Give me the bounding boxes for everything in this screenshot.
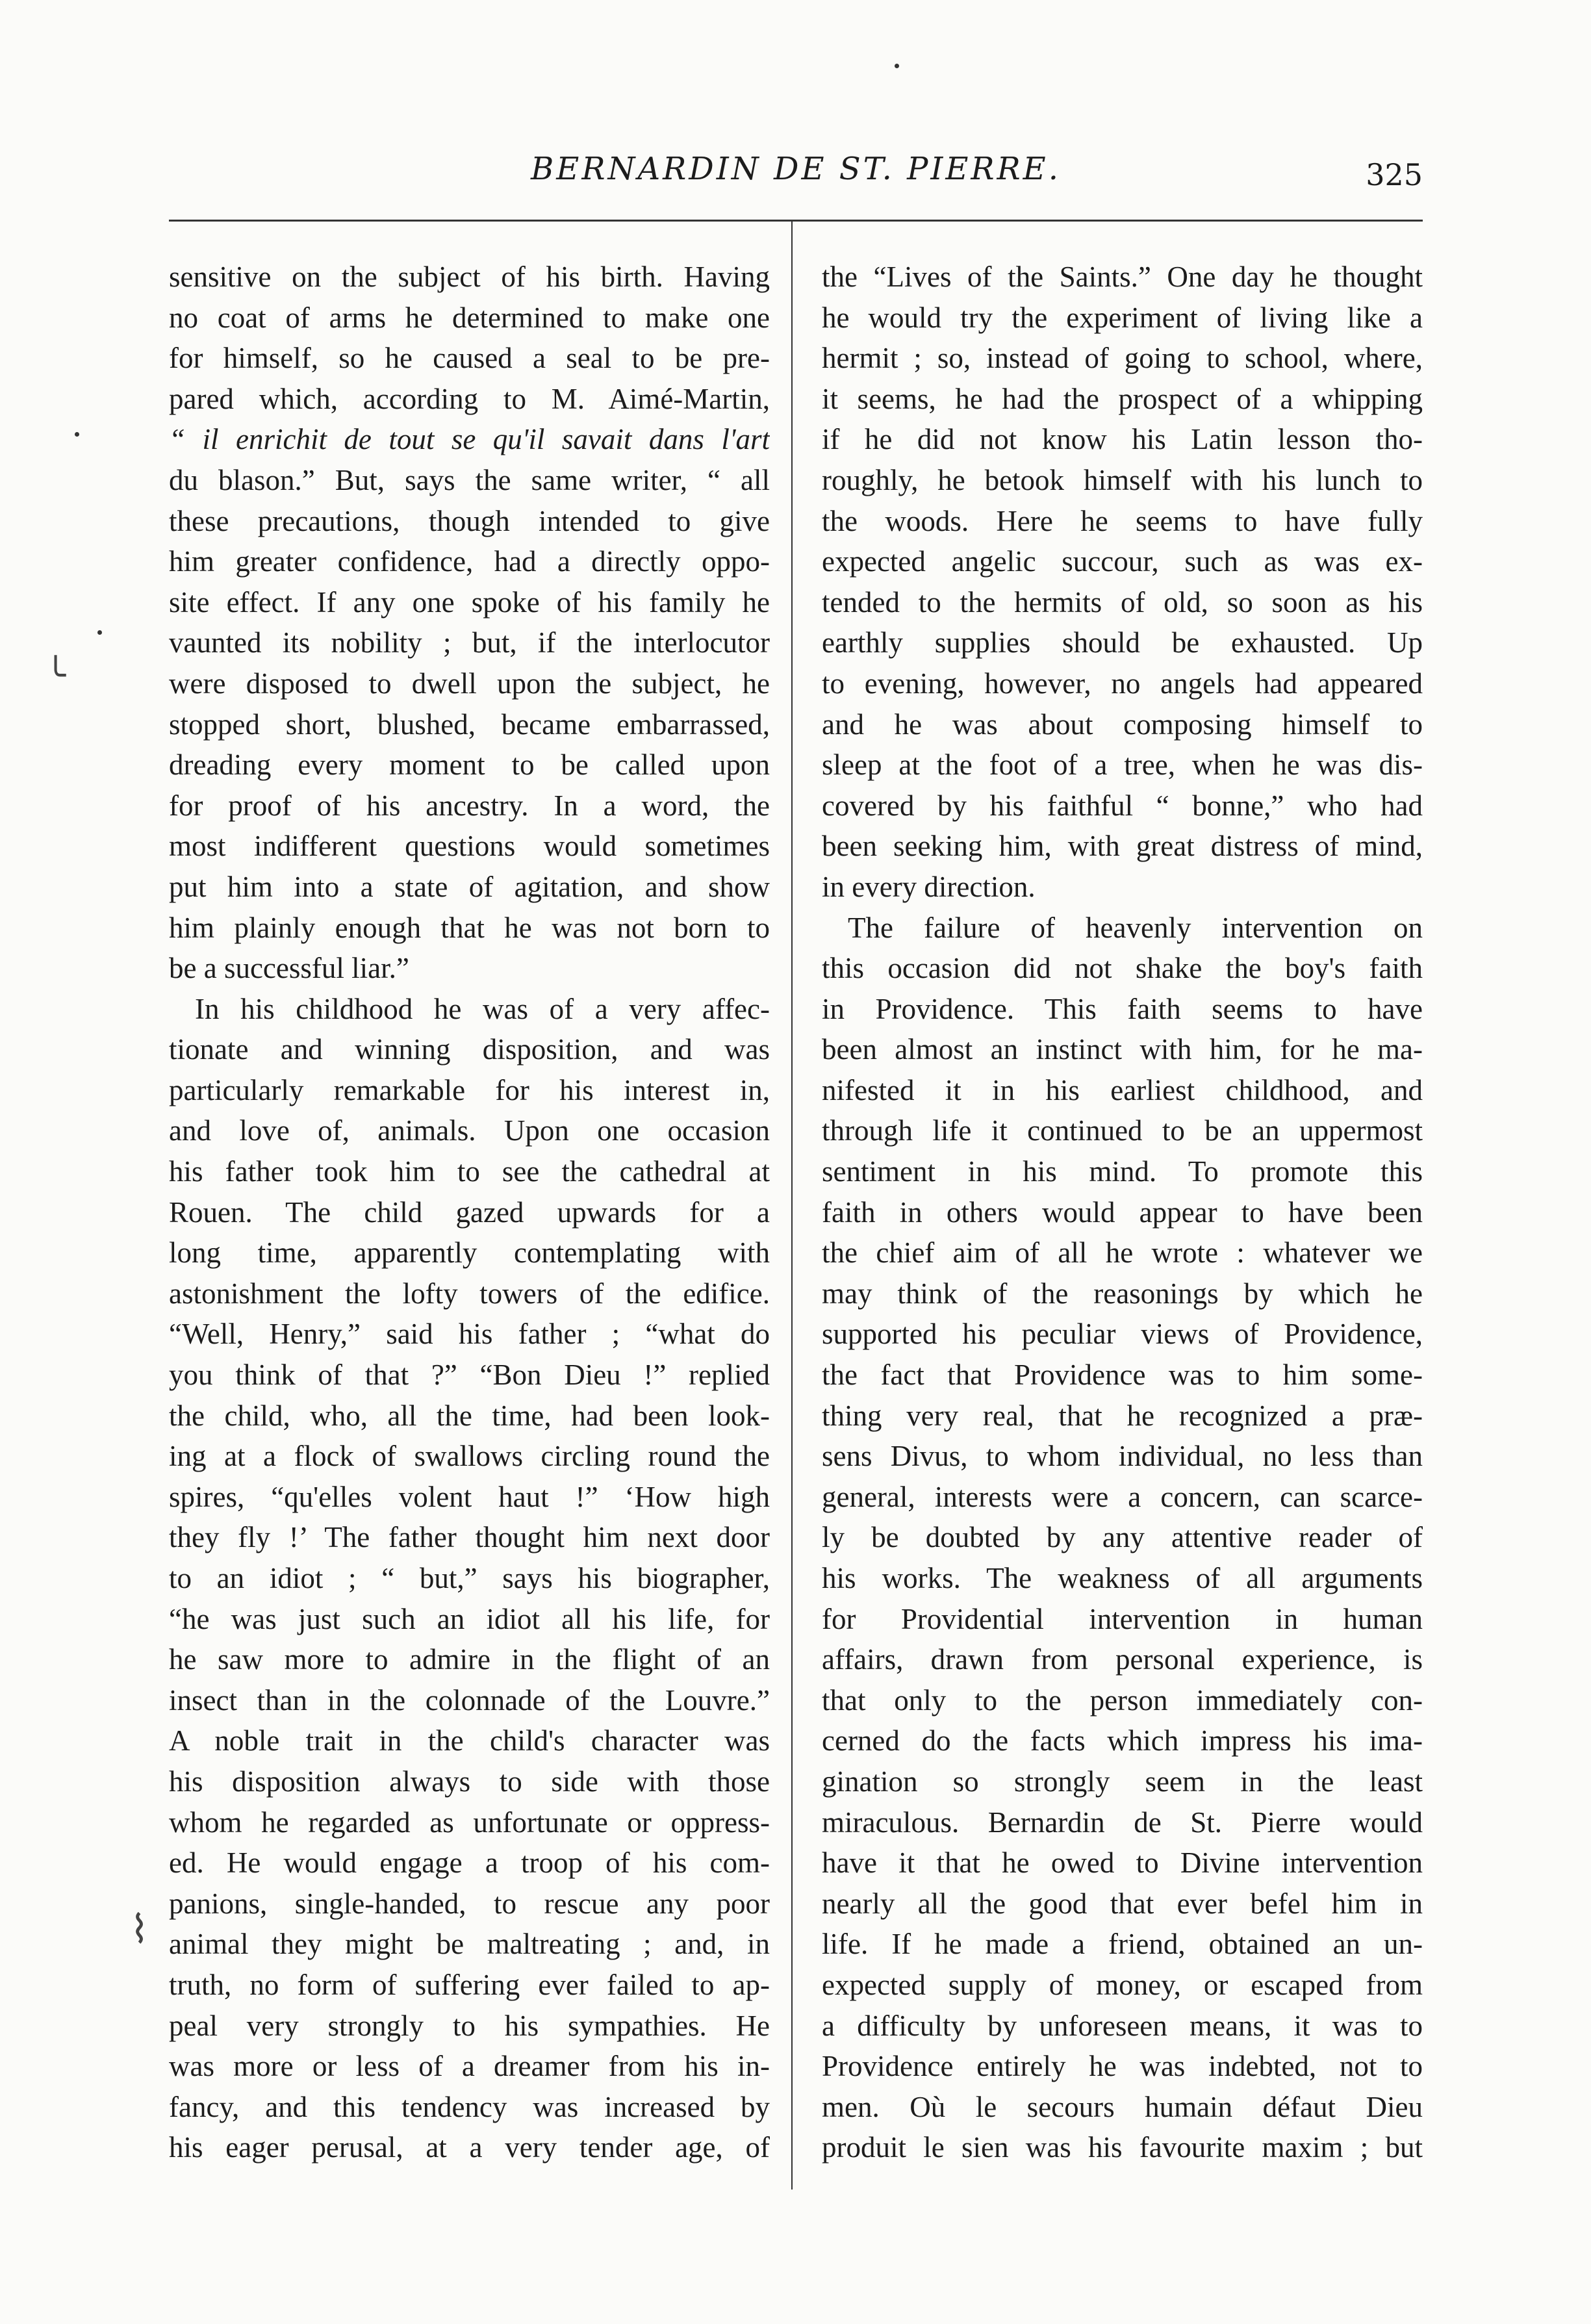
text-line: dreading every moment to be called upon: [169, 748, 770, 782]
text-line: roughly, he betook himself with his lunch to: [822, 463, 1423, 496]
text-line: ed. He would engage a troop of his com-: [169, 1846, 770, 1880]
text-line: In his childhood he was of a very affec-: [195, 992, 770, 1025]
text-line: Rouen. The child gazed upwards for a: [169, 1195, 770, 1229]
text-line: for proof of his ancestry. In a word, the: [169, 789, 770, 822]
text-line: the fact that Providence was to him some-: [822, 1359, 1423, 1392]
text-line: gination so strongly seem in the least: [822, 1765, 1423, 1798]
text-line: affairs, drawn from personal experience, is: [822, 1643, 1423, 1676]
text-line: him greater confidence, had a directly oppo-: [169, 545, 770, 578]
text-line: ing at a flock of swallows circling round the: [169, 1440, 770, 1473]
text-line: put him into a state of agitation, and show: [169, 870, 770, 903]
text-line: through life it continued to be an uppermost: [822, 1114, 1423, 1147]
text-line: produit le sien was his favourite maxim ; but: [822, 2131, 1423, 2164]
text-line: they fly !’ The father thought him next door: [169, 1521, 770, 1554]
text-line: in Providence. This faith seems to have: [822, 992, 1423, 1025]
margin-speck: [75, 432, 79, 437]
text-line: been seeking him, with great distress of mind,: [822, 830, 1423, 863]
text-line: been almost an instinct with him, for he ma-: [822, 1033, 1423, 1066]
text-line: if he did not know his Latin lesson tho-: [822, 423, 1423, 456]
text-line: “ il enrichit de tout se qu'il savait dans l'art: [169, 423, 770, 456]
text-line: tended to the hermits of old, so soon as his: [822, 585, 1423, 619]
text-line: these precautions, though intended to give: [169, 504, 770, 537]
text-line: and he was about composing himself to: [822, 708, 1423, 741]
text-column-left: [169, 257, 770, 2168]
text-line: truth, no form of suffering ever failed to ap-: [169, 1968, 770, 2001]
running-title: BERNARDIN DE ST. PIERRE.: [531, 151, 1061, 187]
text-line: his eager perusal, at a very tender age, of: [169, 2131, 770, 2164]
text-line: insect than in the colonnade of the Louvre.”: [169, 1683, 770, 1717]
text-line: in every direction.: [822, 870, 1036, 903]
text-column-right: [822, 257, 1423, 2168]
text-line: the woods. Here he seems to have fully: [822, 504, 1423, 537]
text-line: nifested it in his earliest childhood, and: [822, 1073, 1423, 1106]
text-line: most indifferent questions would sometimes: [169, 830, 770, 863]
text-line: for Providential intervention in human: [822, 1602, 1423, 1635]
column-rule: [791, 221, 793, 2190]
text-line: long time, apparently contemplating with: [169, 1236, 770, 1270]
text-line: his works. The weakness of all arguments: [822, 1562, 1423, 1594]
text-line: thing very real, that he recognized a præ-: [822, 1399, 1423, 1432]
text-line: particularly remarkable for his interest in,: [169, 1073, 770, 1106]
text-line: that only to the person immediately con-: [822, 1683, 1423, 1717]
text-line: tionate and winning disposition, and was: [169, 1033, 770, 1066]
text-line: his father took him to see the cathedral at: [169, 1155, 770, 1188]
text-line: his disposition always to side with those: [169, 1765, 770, 1798]
text-line: cerned do the facts which impress his ima-: [822, 1724, 1423, 1757]
text-line: supported his peculiar views of Providence,: [822, 1318, 1423, 1351]
text-line: earthly supplies should be exhausted. Up: [822, 626, 1423, 659]
text-line: du blason.” But, says the same writer, “ all: [169, 463, 770, 496]
text-line: spires, “qu'elles volent haut !” ‘How high: [169, 1480, 770, 1513]
text-line: stopped short, blushed, became embarrassed,: [169, 708, 770, 741]
text-line: “he was just such an idiot all his life, for: [169, 1602, 770, 1635]
text-line: were disposed to dwell upon the subject, he: [169, 667, 770, 700]
text-line: no coat of arms he determined to make one: [169, 301, 770, 334]
text-line: him plainly enough that he was not born to: [169, 911, 770, 944]
text-line: life. If he made a friend, obtained an un-: [822, 1928, 1423, 1961]
text-line: he would try the experiment of living like a: [822, 301, 1423, 334]
text-line: peal very strongly to his sympathies. He: [169, 2009, 770, 2042]
text-line: this occasion did not shake the boy's faith: [822, 952, 1423, 985]
text-line: panions, single-handed, to rescue any poor: [169, 1887, 770, 1920]
text-line: a difficulty by unforeseen means, it was to: [822, 2009, 1423, 2042]
text-line: animal they might be maltreating ; and, in: [169, 1928, 770, 1961]
text-line: A noble trait in the child's character was: [169, 1724, 770, 1757]
text-line: pared which, according to M. Aimé-Martin,: [169, 382, 770, 415]
text-line: expected supply of money, or escaped from: [822, 1968, 1423, 2001]
margin-mark: ╰: [45, 656, 66, 695]
top-speck: [895, 64, 899, 68]
text-line: sleep at the foot of a tree, when he was dis-: [822, 748, 1423, 782]
text-line: faith in others would appear to have been: [822, 1195, 1423, 1229]
text-line: was more or less of a dreamer from his in-: [169, 2050, 770, 2083]
text-line: “Well, Henry,” said his father ; “what do: [169, 1318, 770, 1351]
text-line: it seems, he had the prospect of a whipping: [822, 382, 1423, 415]
text-line: and love of, animals. Upon one occasion: [169, 1114, 770, 1147]
text-line: vaunted its nobility ; but, if the interlocutor: [169, 626, 770, 659]
header-rule: [169, 220, 1423, 222]
text-line: expected angelic succour, such as was ex-: [822, 545, 1423, 578]
text-line: The failure of heavenly intervention on: [848, 911, 1423, 944]
page-number: 325: [1366, 157, 1423, 192]
running-head: [169, 151, 1423, 192]
text-line: the child, who, all the time, had been look-: [169, 1399, 770, 1432]
text-line: covered by his faithful “ bonne,” who had: [822, 789, 1423, 822]
text-line: hermit ; so, instead of going to school, where,: [822, 342, 1423, 375]
text-line: ly be doubted by any attentive reader of: [822, 1521, 1423, 1554]
text-line: men. Où le secours humain défaut Dieu: [822, 2090, 1423, 2123]
text-line: to evening, however, no angels had appeared: [822, 667, 1423, 700]
text-line: fancy, and this tendency was increased by: [169, 2090, 770, 2123]
text-line: nearly all the good that ever befel him in: [822, 1887, 1423, 1920]
text-line: sensitive on the subject of his birth. Having: [169, 261, 770, 293]
margin-speck: [97, 630, 102, 635]
text-line: have it that he owed to Divine intervention: [822, 1846, 1423, 1880]
text-line: he saw more to admire in the flight of an: [169, 1643, 770, 1676]
text-line: for himself, so he caused a seal to be pre-: [169, 342, 770, 375]
text-line: sens Divus, to whom individual, no less than: [822, 1440, 1423, 1473]
text-line: site effect. If any one spoke of his family he: [169, 585, 770, 619]
text-line: whom he regarded as unfortunate or oppress-: [169, 1806, 770, 1839]
text-line: the “Lives of the Saints.” One day he thought: [822, 261, 1423, 293]
text-line: sentiment in his mind. To promote this: [822, 1155, 1423, 1188]
text-line: Providence entirely he was indebted, not to: [822, 2050, 1423, 2083]
text-line: may think of the reasonings by which he: [822, 1277, 1423, 1310]
text-line: the chief aim of all he wrote : whatever we: [822, 1236, 1423, 1270]
text-line: miraculous. Bernardin de St. Pierre would: [822, 1806, 1423, 1839]
text-line: you think of that ?” “Bon Dieu !” replied: [169, 1359, 770, 1392]
text-line: general, interests were a concern, can scarce-: [822, 1480, 1423, 1513]
text-line: astonishment the lofty towers of the edifice.: [169, 1277, 770, 1310]
text-line: be a successful liar.”: [169, 952, 409, 985]
text-line: to an idiot ; “ but,” says his biographer,: [169, 1562, 770, 1594]
margin-mark: ⌇: [130, 1907, 149, 1952]
